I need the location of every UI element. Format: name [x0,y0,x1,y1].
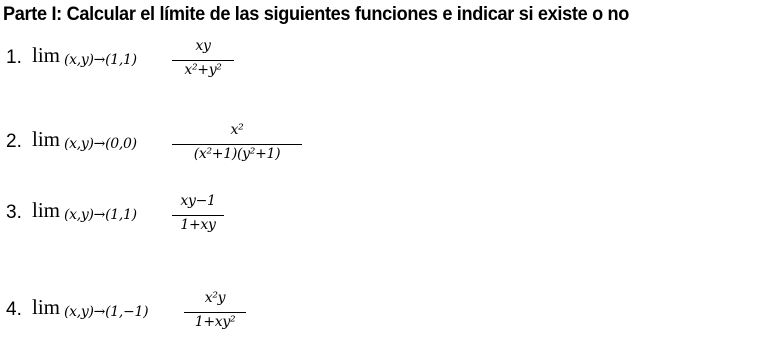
limit-approach: (x,y)→(1,1) [64,207,137,223]
fraction-bar [172,60,234,61]
section-heading: Parte I: Calcular el límite de las siguientes funciones e indicar si existe o no [3,3,630,25]
denominator: x²+y² [184,62,222,78]
numerator: x² [230,122,244,138]
exercise-number: 2. [6,131,22,152]
fraction-bar [172,215,224,216]
fraction-bar [184,312,246,313]
limit-operator: lim [32,43,61,67]
denominator: 1+xy [180,217,216,233]
limit-operator: lim [32,198,61,222]
exercise-number: 1. [6,47,22,68]
fraction-bar [172,144,302,145]
exercise-number: 4. [6,299,22,320]
limit-approach: (x,y)→(1,−1) [64,304,149,320]
numerator: x²y [204,290,226,306]
limit-approach: (x,y)→(0,0) [64,136,137,152]
numerator: xy−1 [180,193,216,209]
limit-operator: lim [32,295,61,319]
denominator: 1+xy² [194,314,236,330]
limit-operator: lim [32,127,61,151]
exercise-number: 3. [6,202,22,223]
limit-approach: (x,y)→(1,1) [64,52,137,68]
numerator: xy [195,38,211,54]
denominator: (x²+1)(y²+1) [193,146,281,162]
